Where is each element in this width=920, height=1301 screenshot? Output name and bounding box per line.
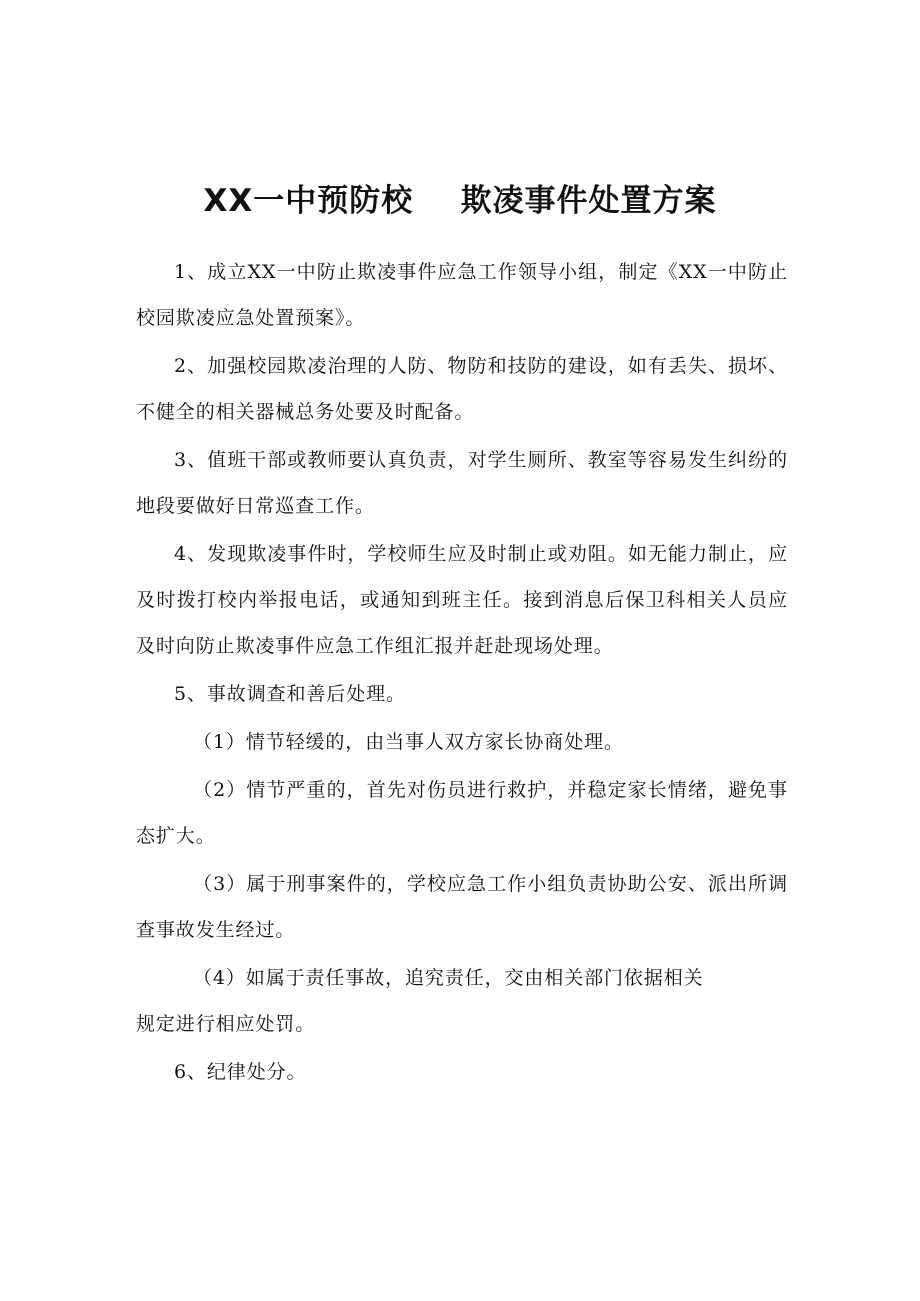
- paragraph-item-1: 1、成立XX一中防止欺凌事件应急工作领导小组，制定《XX一中防止校园欺凌应急处置预案》。: [136, 261, 788, 329]
- document-title: XX一中预防校 欺凌事件处置方案: [203, 183, 717, 219]
- sub-item-4: [136, 955, 788, 1047]
- sub-item-4-line-2: 规定进行相应处罚。: [136, 1013, 316, 1035]
- paragraph-item-2: 2、加强校园欺凌治理的人防、物防和技防的建设，如有丢失、损坏、不健全的相关器械总务处要及时配备。: [136, 355, 788, 423]
- document-body: [136, 249, 788, 1097]
- sub-item-4-line-1: （4）如属于责任事故，追究责任，交由相关部门依据相关: [193, 967, 704, 989]
- sub-item-1: （1）情节轻缓的，由当事人双方家长协商处理。: [193, 731, 624, 753]
- sub-item-3: （3）属于刑事案件的，学校应急工作小组负责协助公安、派出所调查事故发生经过。: [136, 873, 788, 941]
- paragraph-item-3: 3、值班干部或教师要认真负责，对学生厕所、教室等容易发生纠纷的地段要做好日常巡查工作。: [136, 449, 788, 517]
- paragraph-item-6: 6、纪律处分。: [174, 1061, 307, 1083]
- sub-item-2: （2）情节严重的，首先对伤员进行救护，并稳定家长情绪，避免事态扩大。: [136, 779, 788, 847]
- paragraph-item-4: 4、发现欺凌事件时，学校师生应及时制止或劝阻。如无能力制止，应及时拨打校内举报电话，或通知到班主任。接到消息后保卫科相关人员应及时向防止欺凌事件应急工作组汇报并赶赴现场处理。: [136, 543, 788, 657]
- paragraph-item-5: 5、事故调查和善后处理。: [174, 683, 406, 705]
